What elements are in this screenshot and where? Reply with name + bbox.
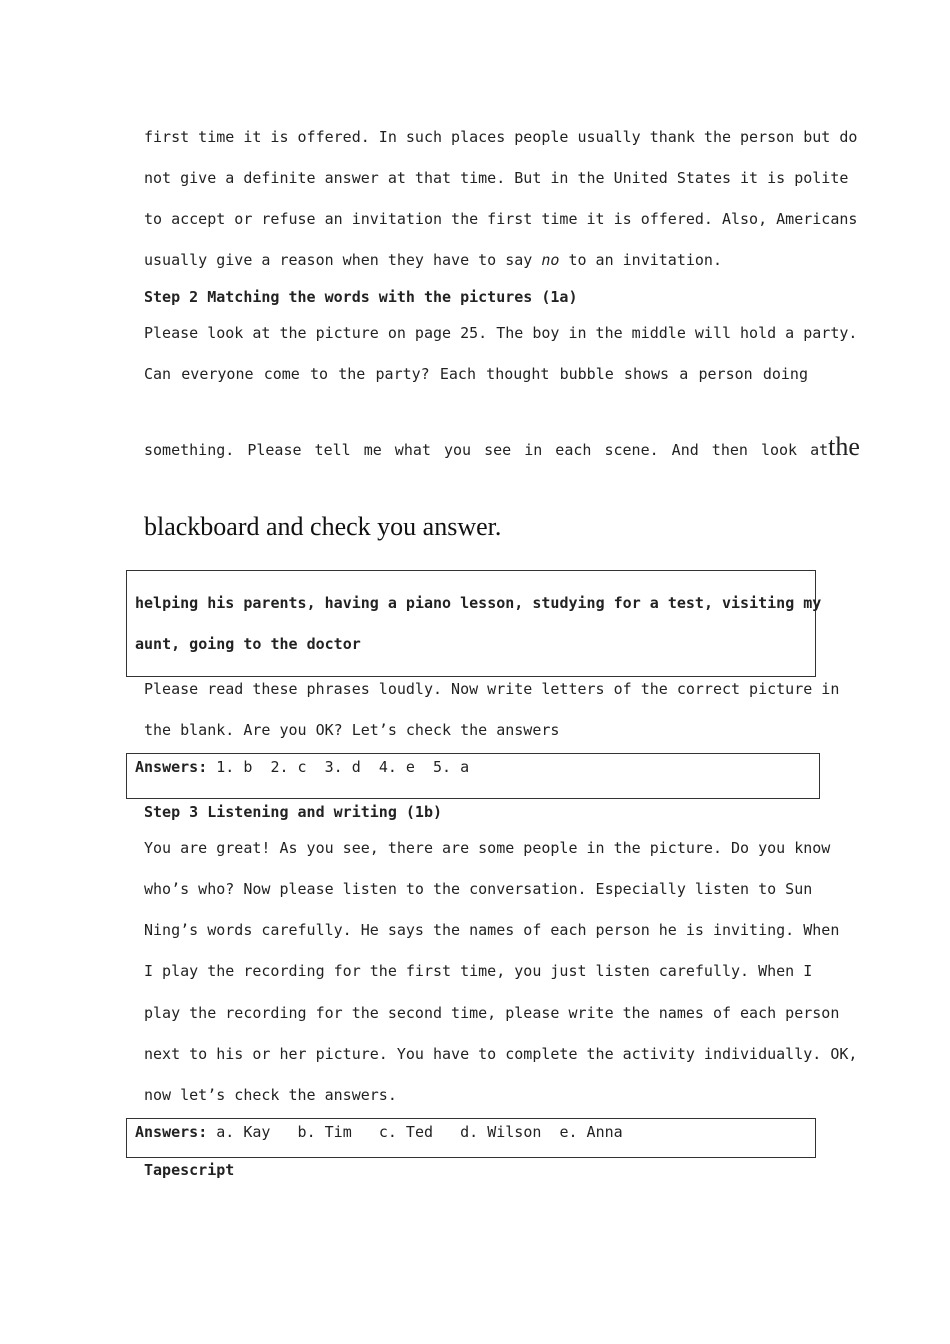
phrases-line-2: aunt, going to the doctor [135, 635, 361, 653]
phrases-box [126, 570, 822, 677]
step3-line-2: who’s who? Now please listen to the conversation. Especially listen to Sun [144, 880, 813, 898]
tapescript-heading: Tapescript [144, 1161, 235, 1179]
step2-line-3-text: something. Please tell me what you see in each scene. And then look at [144, 441, 829, 459]
intro-line-4 [144, 250, 808, 270]
intro-line-4-post: to an invitation. [568, 251, 722, 269]
step3-line-7: now let’s check the answers. [144, 1086, 397, 1104]
step3-line-1: You are great! As you see, there are some people in the picture. Do you know [144, 839, 831, 857]
answers-step2-label: Answers: [135, 758, 208, 776]
answers-step3 [135, 1122, 623, 1142]
intro-line-4-pre: usually give a reason when they have to say [144, 251, 533, 269]
answers-step3-value: a. Kay b. Tim c. Ted d. Wilson e. Anna [216, 1123, 623, 1141]
step3-line-6: next to his or her picture. You have to complete the activity individually. OK, [144, 1045, 858, 1063]
step3-heading: Step 3 Listening and writing (1b) [144, 803, 443, 821]
step2-line-4: blackboard and check you answer. [144, 512, 502, 541]
answers-step2-value: 1. b 2. c 3. d 4. e 5. a [216, 758, 470, 776]
intro-line-3: to accept or refuse an invitation the first time it is offered. Also, Americans [144, 210, 858, 228]
step2-heading: Step 2 Matching the words with the pictures (1a) [144, 288, 578, 306]
step3-line-3: Ning’s words carefully. He says the names of each person he is inviting. When [144, 921, 840, 939]
step2-line-1: Please look at the picture on page 25. The boy in the middle will hold a party. [144, 324, 858, 342]
answers-step3-label: Answers: [135, 1123, 208, 1141]
step2-after-line-1: Please read these phrases loudly. Now write letters of the correct picture in [144, 680, 840, 698]
intro-line-4-italic: no [541, 251, 560, 269]
intro-line-1: first time it is offered. In such places people usually thank the person but do [144, 128, 858, 146]
step2-line-3-big: the [828, 432, 860, 461]
step2-line-3 [144, 432, 860, 465]
step3-line-4: I play the recording for the first time, you just listen carefully. When I [144, 962, 813, 980]
step2-line-2: Can everyone come to the party? Each thought bubble shows a person doing [144, 365, 808, 383]
step3-line-5: play the recording for the second time, please write the names of each person [144, 1004, 840, 1022]
intro-line-2: not give a definite answer at that time. But in the United States it is polite [144, 169, 849, 187]
answers-step2 [135, 757, 469, 777]
step2-after-line-2: the blank. Are you OK? Let’s check the answers [144, 721, 560, 739]
phrases-line-1: helping his parents, having a piano lesson, studying for a test, visiting my [135, 594, 822, 612]
